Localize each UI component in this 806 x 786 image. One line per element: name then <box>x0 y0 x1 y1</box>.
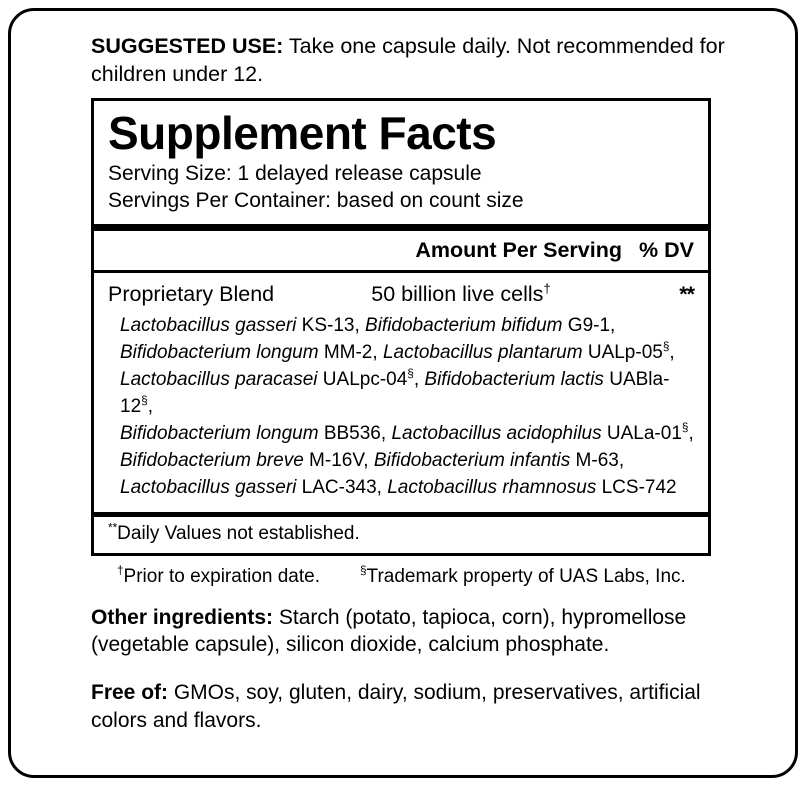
list-item: Bifidobacterium longum BB536, Lactobacillus acidophilus UALa-01§, <box>120 421 694 444</box>
divider-thick-top <box>94 224 708 231</box>
double-asterisk-sup: ** <box>108 521 118 535</box>
dv-footnote <box>108 521 694 549</box>
supplement-facts-head <box>94 101 708 218</box>
free-of-paragraph <box>91 679 717 734</box>
trademark-footnote <box>360 566 686 588</box>
nutrient-rows <box>94 273 708 512</box>
other-ingredients-paragraph <box>91 604 717 659</box>
free-of-text: GMOs, soy, gluten, dairy, sodium, preservatives, artificial colors and flavors. <box>91 681 701 732</box>
footnotes-row <box>91 556 711 588</box>
dv-footnote-text: Daily Values not established. <box>117 522 360 544</box>
free-of-heading: Free of: <box>91 681 169 705</box>
proprietary-blend-amount-value: 50 billion live cells <box>371 281 544 306</box>
proprietary-blend-amount <box>274 282 638 307</box>
table-row <box>108 277 694 309</box>
suggested-use-text: Take one capsule daily. Not recommended for children under 12. <box>91 34 725 86</box>
table-header-row <box>94 231 708 270</box>
suggested-use-paragraph <box>91 33 739 88</box>
section-sign-sup: § <box>360 564 367 578</box>
dagger-footnote-sup: † <box>117 564 124 578</box>
expiration-footnote <box>117 566 320 588</box>
list-item: Lactobacillus gasseri LAC-343, Lactobacillus rhamnosus LCS-742 <box>120 476 677 498</box>
list-item: Lactobacillus gasseri KS-13, Bifidobacterium bifidum G9-1, <box>120 314 616 336</box>
proprietary-blend-name: Proprietary Blend <box>108 281 275 306</box>
expiration-footnote-text: Prior to expiration date. <box>123 565 320 587</box>
amount-per-serving-header: Amount Per Serving <box>415 237 622 262</box>
dv-footnote-row <box>94 517 708 553</box>
supplement-label-card <box>8 8 798 778</box>
supplement-facts-box <box>91 98 711 556</box>
proprietary-blend-dv: ** <box>679 281 694 306</box>
supplement-facts-title: Supplement Facts <box>108 107 497 160</box>
other-ingredients-text: Starch (potato, tapioca, corn), hypromellose (vegetable capsule), silicon dioxide, calcium phosphate. <box>91 605 687 656</box>
list-item: Bifidobacterium longum MM-2, Lactobacillus plantarum UALp-05§, <box>120 340 675 363</box>
strain-list <box>108 309 694 508</box>
dv-header: % DV <box>639 237 694 262</box>
suggested-use-heading: SUGGESTED USE: <box>91 34 284 58</box>
list-item: Bifidobacterium breve M-16V, Bifidobacterium infantis M-63, <box>120 449 625 471</box>
label-content <box>91 33 731 755</box>
serving-size: Serving Size: 1 delayed release capsule <box>108 162 482 186</box>
servings-per-container: Servings Per Container: based on count size <box>108 188 524 212</box>
other-ingredients-heading: Other ingredients: <box>91 605 274 629</box>
dagger-sup: † <box>543 280 551 296</box>
list-item: Lactobacillus paracasei UALpc-04§, Bifidobacterium lactis UABla-12§, <box>120 367 670 417</box>
trademark-footnote-text: Trademark property of UAS Labs, Inc. <box>366 565 686 587</box>
